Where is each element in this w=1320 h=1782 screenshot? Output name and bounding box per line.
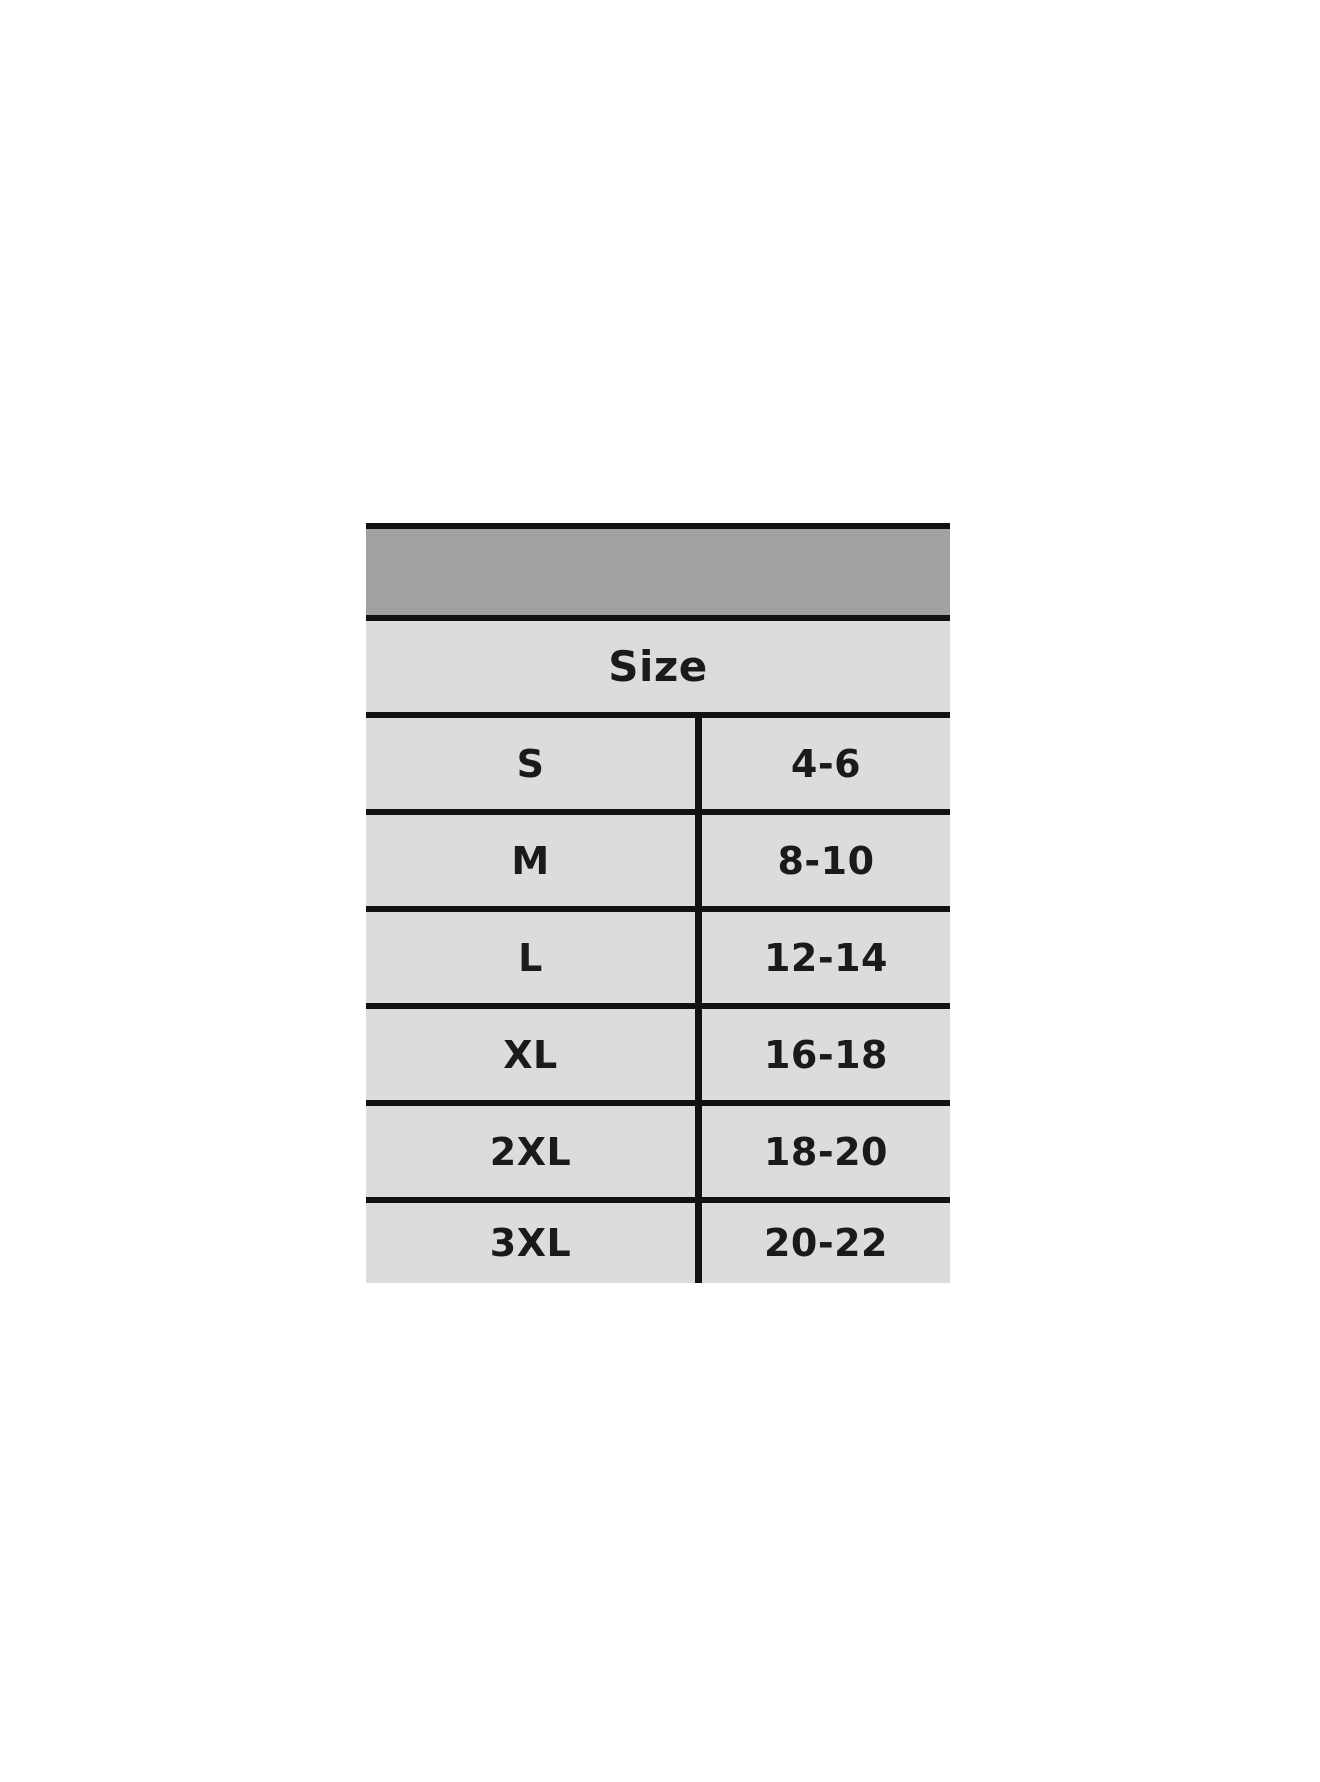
- table-header-band: [366, 523, 950, 615]
- table-row: [366, 1197, 950, 1283]
- range-cell: 4-6: [790, 741, 862, 786]
- table-title-row: [366, 615, 950, 712]
- size-cell: L: [366, 912, 702, 1003]
- size-cell: M: [366, 815, 702, 906]
- range-cell: 16-18: [763, 1032, 889, 1077]
- size-cell: XL: [366, 1009, 702, 1100]
- size-cell: S: [366, 718, 702, 809]
- range-cell: 8-10: [777, 838, 875, 883]
- table-title: Size: [608, 642, 708, 691]
- size-cell: 2XL: [366, 1106, 702, 1197]
- table-row: [366, 906, 950, 1003]
- table-row: [366, 1100, 950, 1197]
- range-cell: 18-20: [763, 1129, 889, 1174]
- table-row: [366, 809, 950, 906]
- range-cell: 20-22: [763, 1221, 889, 1265]
- table-row: [366, 712, 950, 809]
- size-chart-table: [366, 523, 950, 1283]
- size-cell: 3XL: [366, 1203, 702, 1283]
- table-row: [366, 1003, 950, 1100]
- range-cell: 12-14: [763, 935, 889, 980]
